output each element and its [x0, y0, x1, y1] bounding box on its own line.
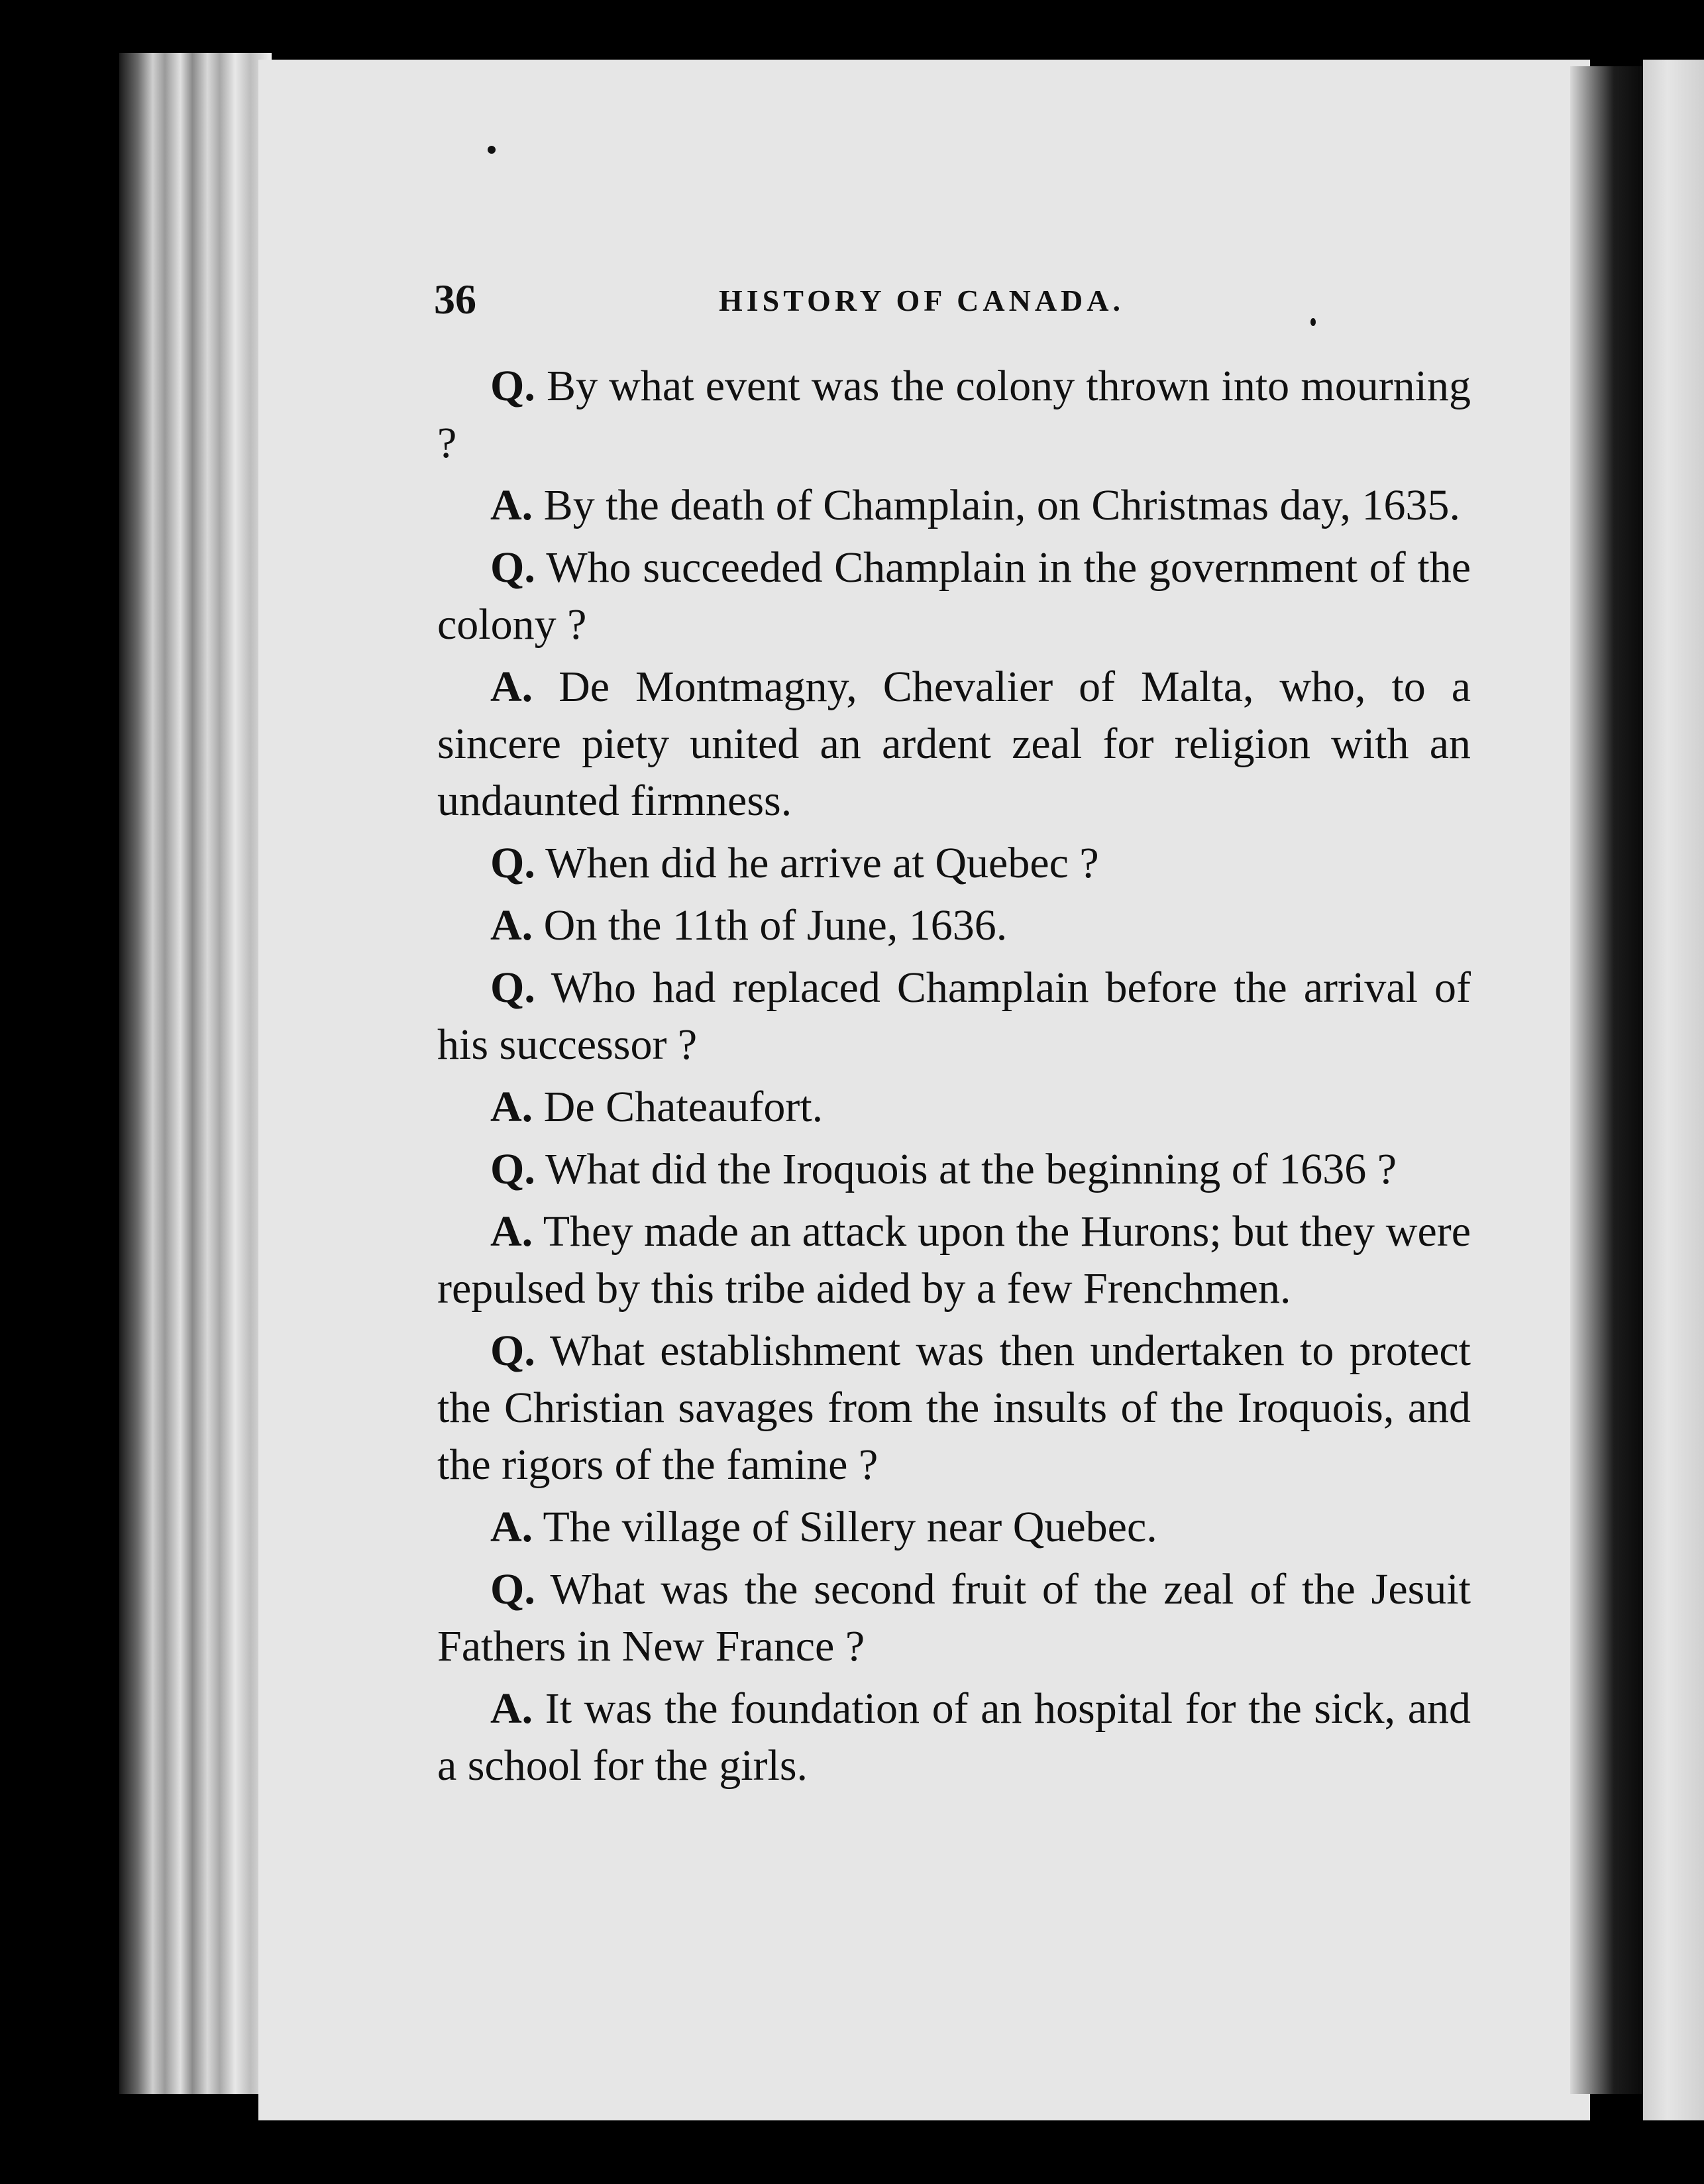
question	[437, 1323, 1471, 1494]
question-label: Q.	[490, 1565, 535, 1613]
question-text: When did he arrive at Quebec ?	[545, 839, 1099, 887]
catechism-text	[437, 358, 1471, 1800]
answer	[437, 897, 1471, 954]
question-label: Q.	[490, 1327, 535, 1375]
question-label: Q.	[490, 362, 535, 410]
answer-text: They made an attack upon the Hurons; but they were repulsed by this tribe aided by a few Frenchmen.	[437, 1207, 1471, 1313]
answer	[437, 1079, 1471, 1136]
question-text: By what event was the colony thrown into mourning ?	[437, 362, 1471, 467]
question-label: Q.	[490, 1145, 535, 1193]
answer	[437, 477, 1471, 534]
answer	[437, 1499, 1471, 1556]
answer-label: A.	[490, 481, 533, 529]
answer-text: De Montmagny, Chevalier of Malta, who, to a sincere piety united an ardent zeal for religion with an undaunted firmness.	[437, 663, 1471, 825]
answer-label: A.	[490, 1684, 533, 1733]
question-text: What was the second fruit of the zeal of the Jesuit Fathers in New France ?	[437, 1565, 1471, 1670]
question	[437, 1561, 1471, 1675]
question-text: What establishment was then undertaken to protect the Christian savages from the insults of the Iroquois, and the rigors of the famine ?	[437, 1327, 1471, 1489]
answer-text: By the death of Champlain, on Christmas day, 1635.	[543, 481, 1461, 529]
answer-text: De Chateaufort.	[543, 1083, 824, 1131]
running-title: HISTORY OF CANADA.	[719, 284, 1125, 317]
question	[437, 959, 1471, 1073]
running-head	[434, 275, 1560, 335]
page-stack-edge	[119, 53, 272, 2094]
answer-text: On the 11th of June, 1636.	[543, 901, 1008, 950]
answer-label: A.	[490, 663, 533, 711]
question-text: Who had replaced Champlain before the arrival of his successor ?	[437, 963, 1471, 1069]
question	[437, 1141, 1471, 1198]
answer	[437, 1680, 1471, 1794]
question-label: Q.	[490, 839, 535, 887]
answer-label: A.	[490, 1083, 533, 1131]
answer	[437, 659, 1471, 830]
page-gutter-shadow	[1570, 66, 1643, 2094]
answer-label: A.	[490, 901, 533, 950]
answer-text: The village of Sillery near Quebec.	[543, 1503, 1157, 1551]
question	[437, 358, 1471, 472]
question-text: Who succeeded Champlain in the government of the colony ?	[437, 543, 1471, 649]
answer-label: A.	[490, 1503, 533, 1551]
question-label: Q.	[490, 543, 535, 592]
question-label: Q.	[490, 963, 535, 1012]
question-text: What did the Iroquois at the beginning of 1636 ?	[545, 1145, 1397, 1193]
question	[437, 835, 1471, 892]
ink-speck	[488, 146, 496, 154]
page-number: 36	[434, 276, 476, 323]
facing-page-edge	[1643, 60, 1704, 2120]
answer	[437, 1203, 1471, 1317]
answer-label: A.	[490, 1207, 533, 1256]
answer-text: It was the foundation of an hospital for the sick, and a school for the girls.	[437, 1684, 1471, 1790]
question	[437, 539, 1471, 653]
